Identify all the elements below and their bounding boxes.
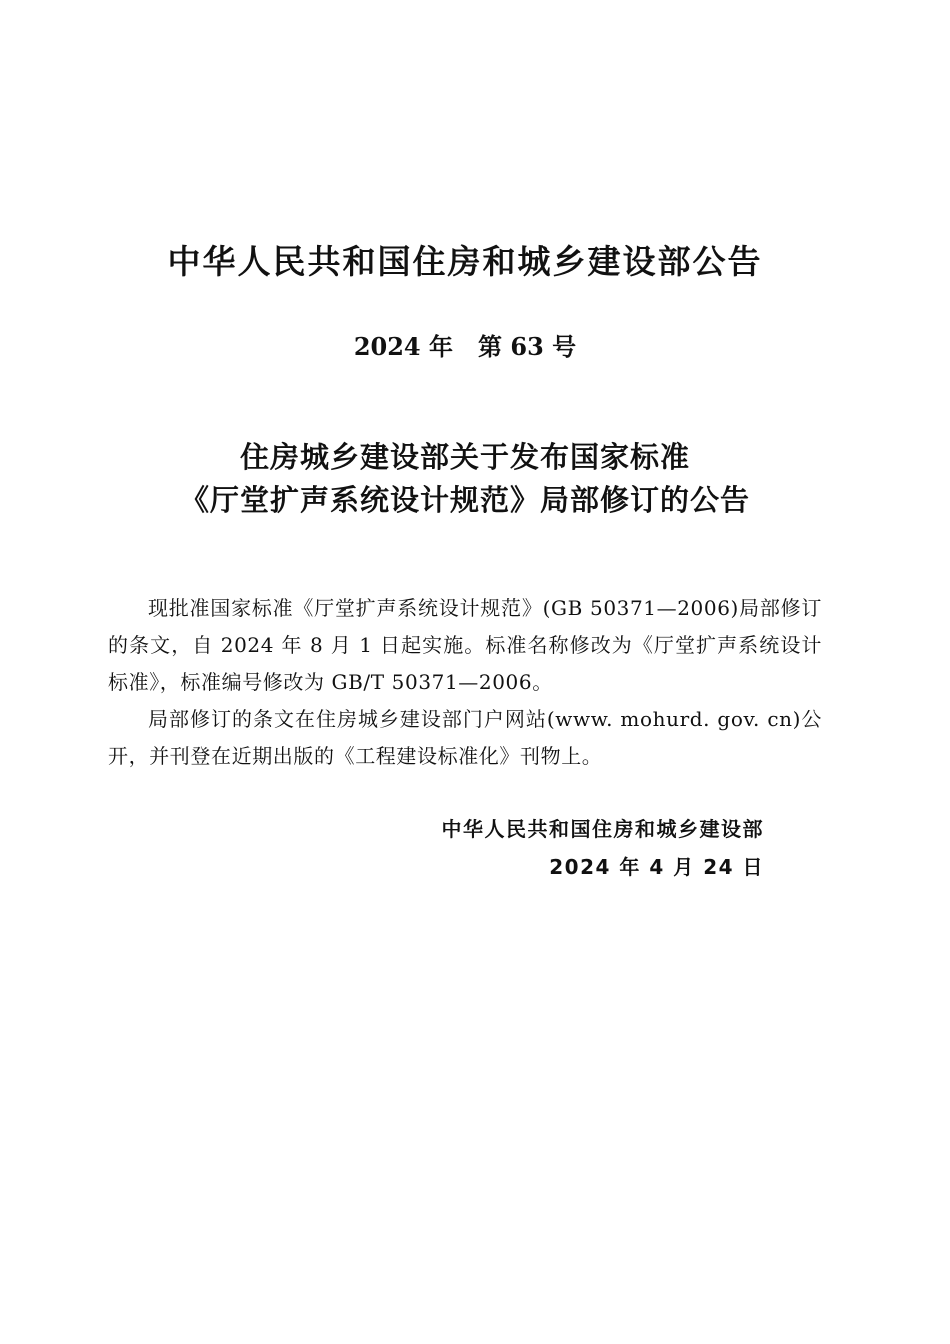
body-paragraph-1: 现批准国家标准《厅堂扩声系统设计规范》(GB 50371—2006)局部修订的条文，自 2024 年 8 月 1 日起实施。标准名称修改为《厅堂扩声系统设计标准》，标准编号修改为 GB/T 50371—2006。: [108, 596, 822, 694]
announcement-body: [108, 590, 822, 775]
signature-date: 2024 年 4 月 24 日: [549, 855, 764, 879]
announcement-subject: [0, 436, 930, 522]
issue-number: 2024 年 第 63 号: [353, 332, 577, 361]
body-paragraph-2: 局部修订的条文在住房城乡建设部门户网站(www. mohurd. gov. cn)公开，并刊登在近期出版的《工程建设标准化》刊物上。: [108, 707, 822, 768]
subject-line-2: 《厅堂扩声系统设计规范》局部修订的公告: [179, 483, 750, 517]
signature-block: [442, 810, 765, 886]
subject-line-1: 住房城乡建设部关于发布国家标准: [239, 440, 690, 474]
issuer-heading: 中华人民共和国住房和城乡建设部公告: [167, 242, 763, 281]
signature-organization: 中华人民共和国住房和城乡建设部: [441, 817, 764, 841]
